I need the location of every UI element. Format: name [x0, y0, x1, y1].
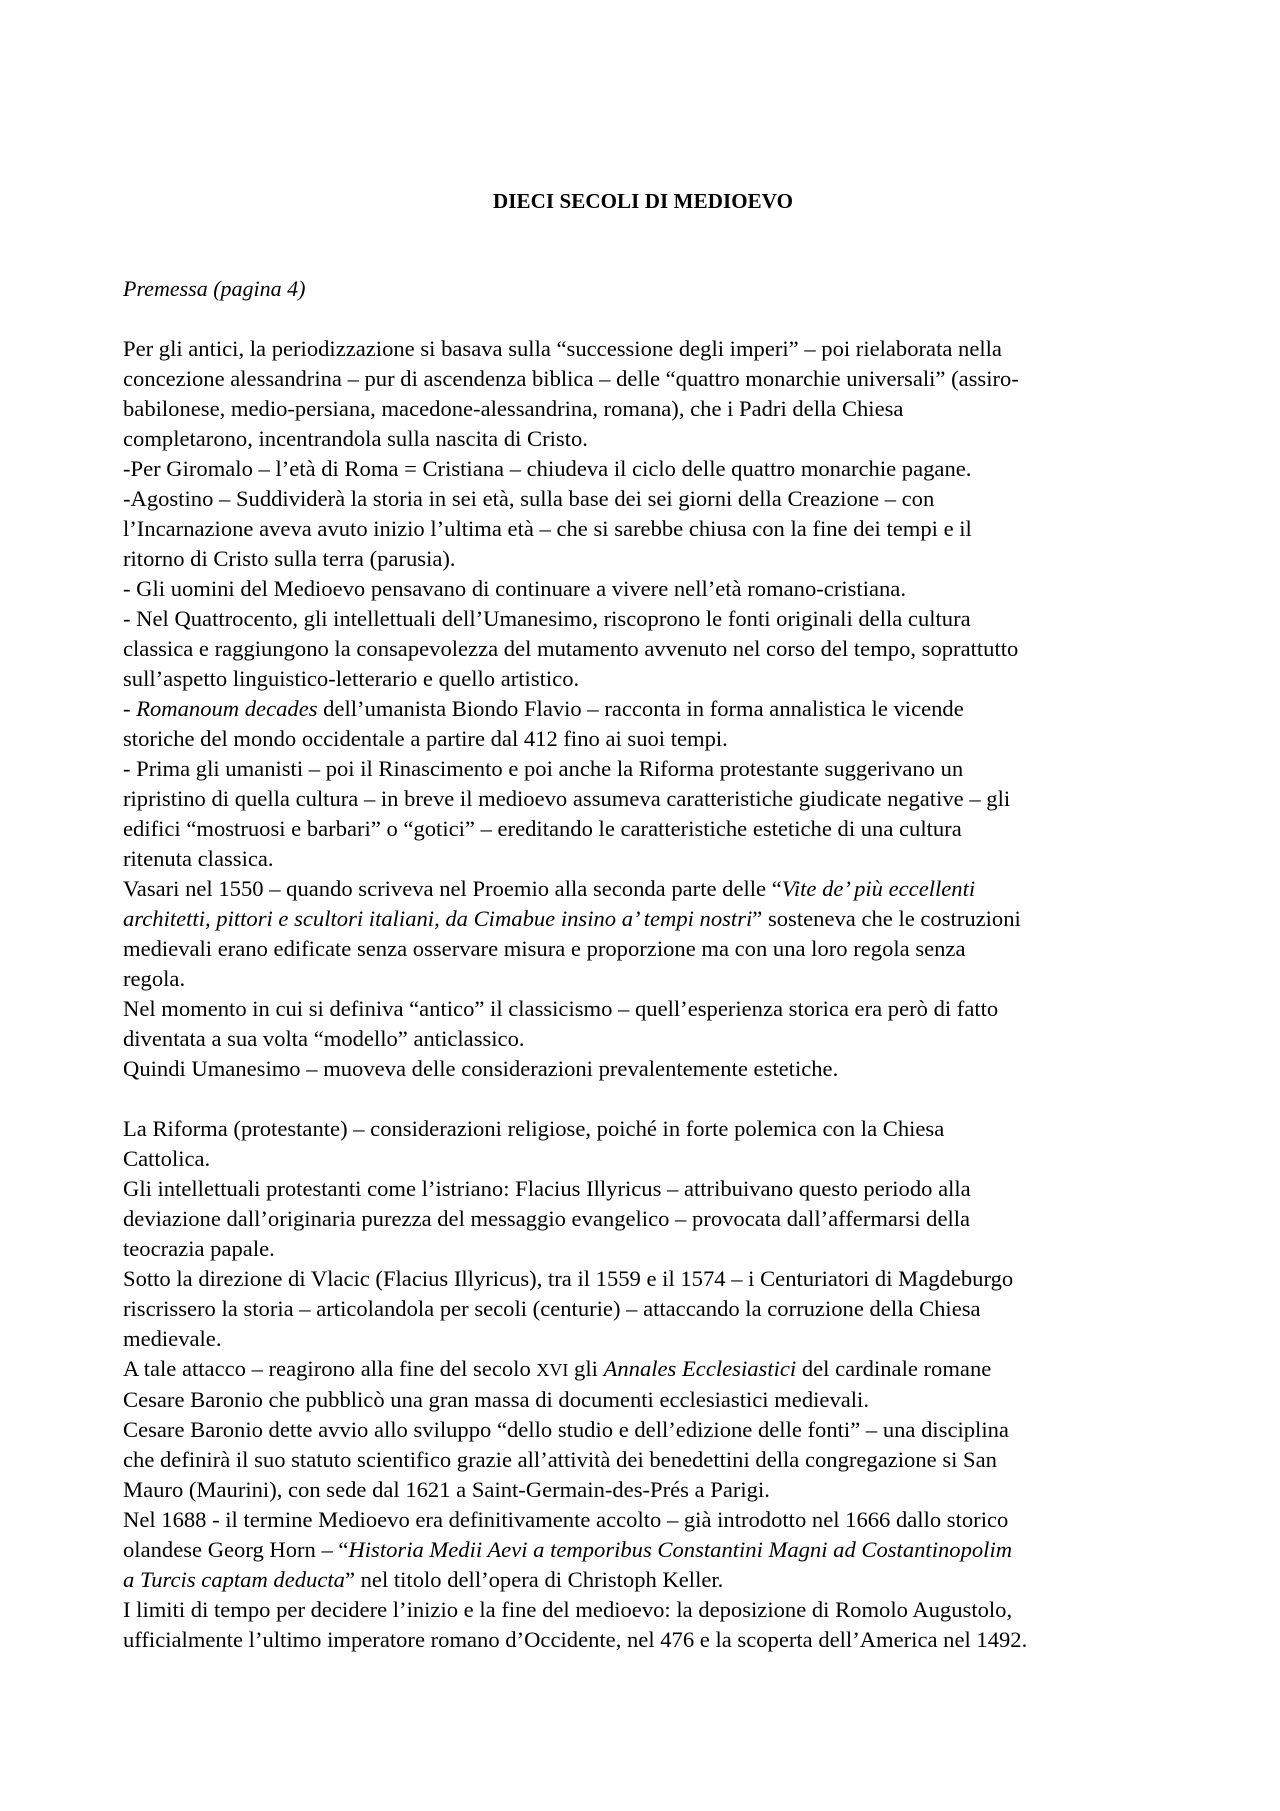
- section-heading: Premessa (pagina 4): [123, 276, 306, 301]
- text-line: ritenuta classica.: [123, 846, 274, 871]
- text-line: classica e raggiungono la consapevolezza del mutamento avvenuto nel corso del tempo, soprattutto: [123, 636, 1019, 661]
- text-line: Nel momento in cui si definiva “antico” il classicismo – quell’esperienza storica era però di fatto: [123, 996, 999, 1021]
- text-line: medievale.: [123, 1326, 222, 1351]
- italic-title: Historia Medii Aevi a temporibus Constantini Magni ad Costantinopolim: [348, 1537, 1013, 1562]
- text-line: Quindi Umanesimo – muoveva delle considerazioni prevalentemente estetiche.: [123, 1056, 839, 1081]
- text-line: Gli intellettuali protestanti come l’istriano: Flacius Illyricus – attribuivano questo periodo alla: [123, 1176, 971, 1201]
- text-line: [123, 1565, 1163, 1595]
- italic-title: a Turcis captam deducta: [123, 1567, 345, 1592]
- text-line: babilonese, medio-persiana, macedone-alessandrina, romana), che i Padri della Chiesa: [123, 396, 904, 421]
- document-body: [123, 334, 1163, 1655]
- text-line: ritorno di Cristo sulla terra (parusia).: [123, 546, 456, 571]
- text-line: Cesare Baronio dette avvio allo sviluppo “dello studio e dell’edizione delle fonti” – una disciplina: [123, 1417, 1009, 1442]
- text-line: -Per Giromalo – l’età di Roma = Cristiana – chiudeva il ciclo delle quattro monarchie pagane.: [123, 456, 972, 481]
- text-line: Per gli antici, la periodizzazione si basava sulla “successione degli imperi” – poi rielaborata nella: [123, 336, 1002, 361]
- text-line: [123, 1535, 1163, 1565]
- italic-title: architetti, pittori e scultori italiani, da Cimabue insino a’ tempi nostri: [123, 906, 753, 931]
- text-line: [123, 904, 1163, 934]
- text-line: ripristino di quella cultura – in breve il medioevo assumeva caratteristiche giudicate negative – gli: [123, 786, 1011, 811]
- paragraph-gap: [123, 1084, 1163, 1114]
- text-line: - Nel Quattrocento, gli intellettuali dell’Umanesimo, riscoprono le fonti originali della cultura: [123, 606, 971, 631]
- text-line: [123, 694, 1163, 724]
- text-line: completarono, incentrandola sulla nascita di Cristo.: [123, 426, 588, 451]
- text-line: l’Incarnazione aveva avuto inizio l’ultima età – che si sarebbe chiusa con la fine dei tempi e il: [123, 516, 972, 541]
- text-line: regola.: [123, 966, 186, 991]
- text-line: deviazione dall’originaria purezza del messaggio evangelico – provocata dall’affermarsi della: [123, 1206, 971, 1231]
- text-line: [123, 874, 1163, 904]
- document-title: DIECI SECOLI DI MEDIOEVO: [492, 189, 794, 213]
- text-line: Nel 1688 - il termine Medioevo era definitivamente accolto – già introdotto nel 1666 dallo storico: [123, 1507, 1009, 1532]
- text-line: [123, 1354, 1163, 1385]
- text-line: edifici “mostruosi e barbari” o “gotici” – ereditando le caratteristiche estetiche di una cultura: [123, 816, 962, 841]
- italic-title: Romanoum decades: [136, 696, 318, 721]
- text-segment: -: [123, 696, 137, 721]
- text-line: La Riforma (protestante) – considerazioni religiose, poiché in forte polemica con la Chiesa: [123, 1116, 945, 1141]
- text-line: sull’aspetto linguistico-letterario e quello artistico.: [123, 666, 580, 691]
- text-segment: ” sosteneva che le costruzioni: [752, 906, 1021, 931]
- text-segment: dell’umanista Biondo Flavio – racconta in forma annalistica le vicende: [317, 696, 964, 721]
- text-line: -Agostino – Suddividerà la storia in sei età, sulla base dei sei giorni della Creazione – con: [123, 486, 935, 511]
- text-line: teocrazia papale.: [123, 1236, 275, 1261]
- text-segment: Vasari nel 1550 – quando scriveva nel Proemio alla seconda parte delle “: [123, 876, 782, 901]
- italic-title: Annales Ecclesiastici: [603, 1356, 797, 1381]
- text-line: ufficialmente l’ultimo imperatore romano d’Occidente, nel 476 e la scoperta dell’America nel 1492.: [123, 1627, 1028, 1652]
- text-line: riscrissero la storia – articolandola per secoli (centurie) – attaccando la corruzione della Chiesa: [123, 1296, 981, 1321]
- text-line: che definirà il suo statuto scientifico grazie all’attività dei benedettini della congregazione si San: [123, 1447, 997, 1472]
- text-line: - Gli uomini del Medioevo pensavano di continuare a vivere nell’età romano-cristiana.: [123, 576, 906, 601]
- text-line: I limiti di tempo per decidere l’inizio e la fine del medioevo: la deposizione di Romolo Augustolo,: [123, 1597, 1013, 1622]
- text-line: medievali erano edificate senza osservare misura e proporzione ma con una loro regola senza: [123, 936, 966, 961]
- text-line: Cattolica.: [123, 1146, 211, 1171]
- text-segment: del cardinale romane: [796, 1356, 992, 1381]
- text-line: concezione alessandrina – pur di ascendenza biblica – delle “quattro monarchie universali” (assiro-: [123, 366, 1019, 391]
- text-segment: gli: [568, 1356, 604, 1381]
- text-segment: A tale attacco – reagirono alla fine del secolo: [123, 1356, 537, 1381]
- text-line: Cesare Baronio che pubblicò una gran massa di documenti ecclesiastici medievali.: [123, 1387, 869, 1412]
- text-segment: ” nel titolo dell’opera di Christoph Keller.: [344, 1567, 724, 1592]
- text-line: Mauro (Maurini), con sede dal 1621 a Saint-Germain-des-Prés a Parigi.: [123, 1477, 770, 1502]
- italic-title: Vite de’ più eccellenti: [781, 876, 976, 901]
- text-line: storiche del mondo occidentale a partire dal 412 fino ai suoi tempi.: [123, 726, 728, 751]
- text-segment: olandese Georg Horn – “: [123, 1537, 349, 1562]
- text-line: - Prima gli umanisti – poi il Rinascimento e poi anche la Riforma protestante suggerivano un: [123, 756, 964, 781]
- roman-numeral: XVI: [536, 1360, 569, 1380]
- text-line: Sotto la direzione di Vlacic (Flacius Illyricus), tra il 1559 e il 1574 – i Centuriatori di Magdeburgo: [123, 1266, 1014, 1291]
- text-line: diventata a sua volta “modello” anticlassico.: [123, 1026, 525, 1051]
